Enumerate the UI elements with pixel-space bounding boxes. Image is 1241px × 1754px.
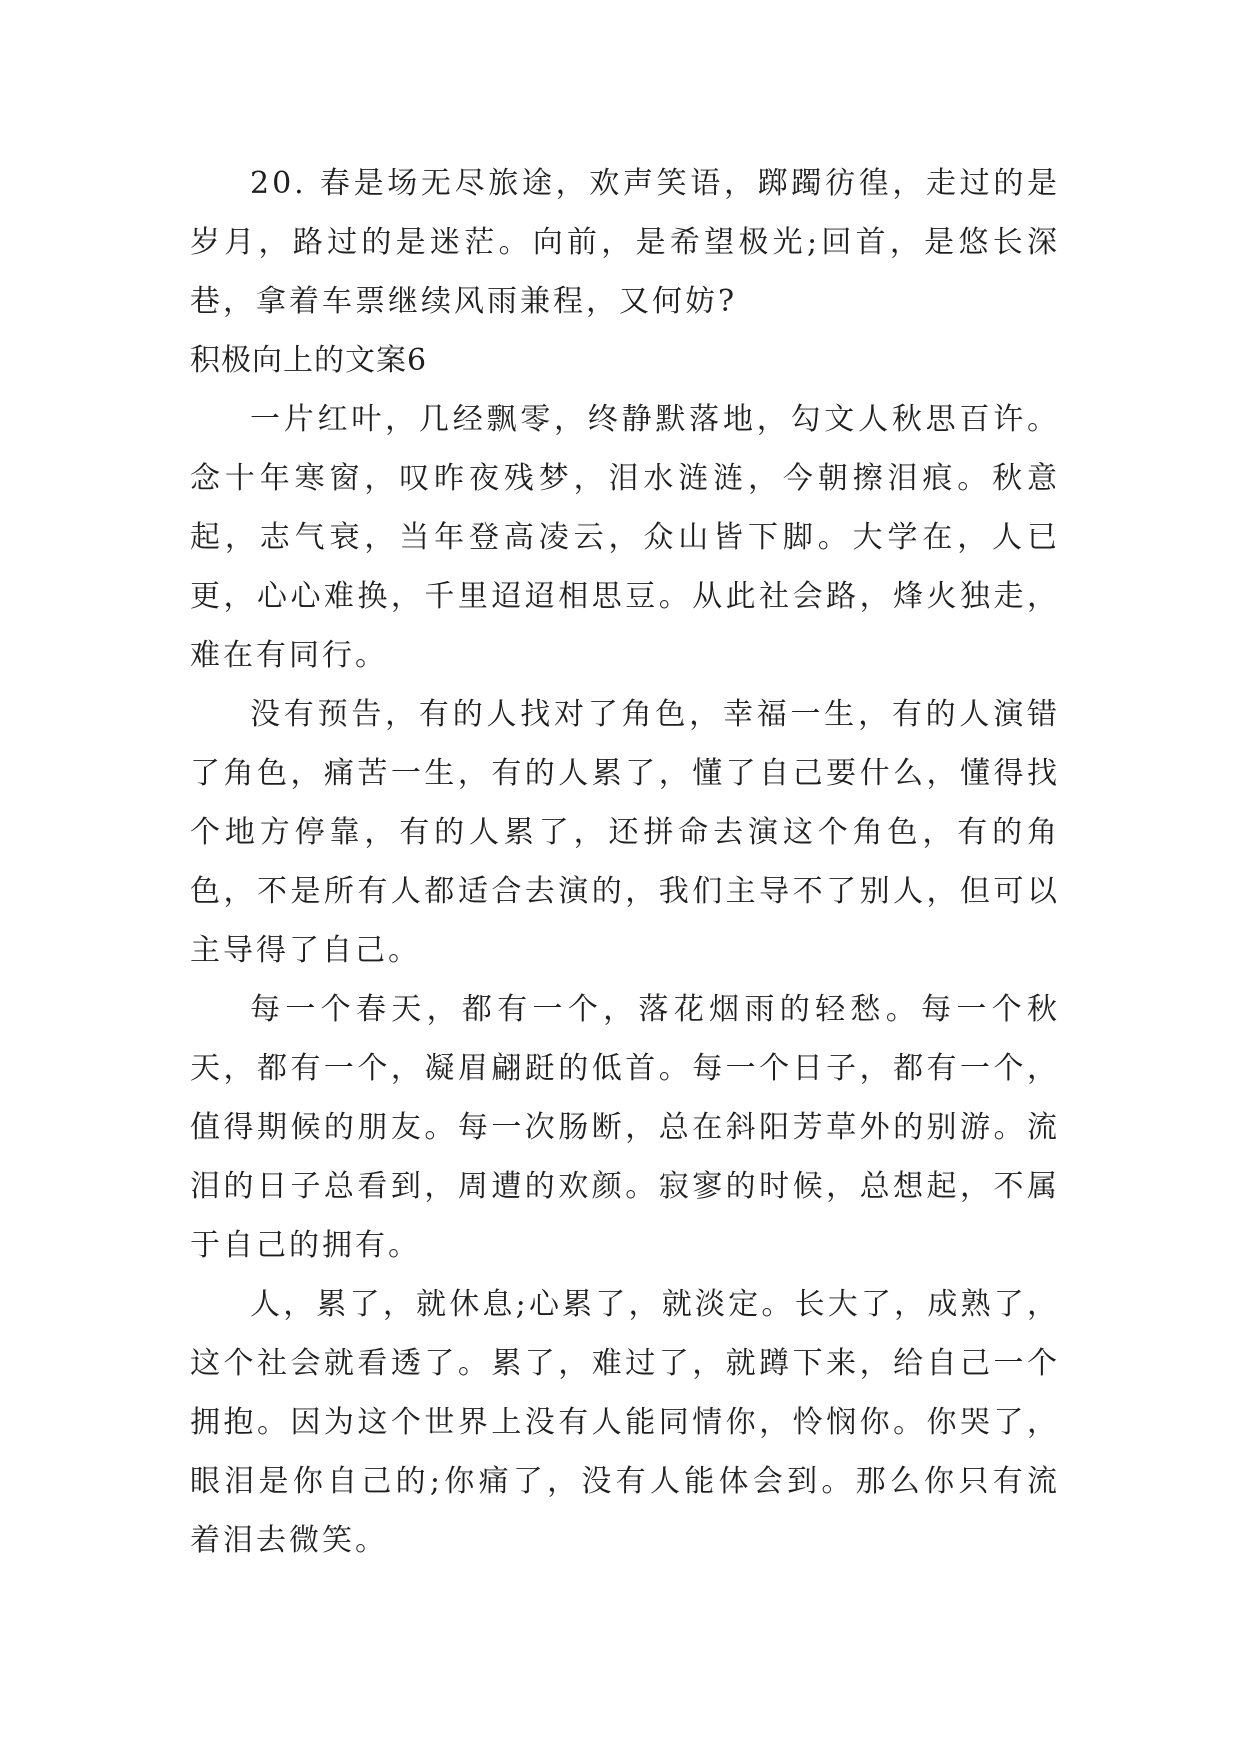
- paragraph-roles: 没有预告，有的人找对了角色，幸福一生，有的人演错了角色，痛苦一生，有的人累了，懂了自己要什么，懂得找个地方停靠，有的人累了，还拼命去演这个角色，有的角色，不是所有人都适合去演的，我们主导不了别人，但可以主导得了自己。: [190, 697, 1060, 968]
- paragraph-every-spring: 每一个春天，都有一个，落花烟雨的轻愁。每一个秋天，都有一个，凝眉翩跹的低首。每一个日子，都有一个，值得期候的朋友。每一次肠断，总在斜阳芳草外的别游。流泪的日子总看到，周遭的欢颜。寂寥的时候，总想起，不属于自己的拥有。: [190, 992, 1060, 1263]
- paragraph-tired: 人，累了，就休息;心累了，就淡定。长大了，成熟了，这个社会就看透了。累了，难过了，就蹲下来，给自己一个拥抱。因为这个世界上没有人能同情你，怜悯你。你哭了，眼泪是你自己的;你痛了，没有人能体会到。那么你只有流着泪去微笑。: [190, 1287, 1060, 1558]
- paragraph-red-leaf: 一片红叶，几经飘零，终静默落地，勾文人秋思百许。念十年寒窗，叹昨夜残梦，泪水涟涟，今朝擦泪痕。秋意起，志气衰，当年登高凌云，众山皆下脚。大学在，人已更，心心难换，千里迢迢相思豆。从此社会路，烽火独走，难在有同行。: [190, 402, 1060, 673]
- paragraph-spring-journey: 20. 春是场无尽旅途，欢声笑语，踯躅彷徨，走过的是岁月，路过的是迷茫。向前，是希望极光;回首，是悠长深巷，拿着车票继续风雨兼程，又何妨?: [190, 166, 1060, 319]
- section-heading: 积极向上的文案6: [190, 343, 428, 378]
- document-body: [190, 154, 1060, 1570]
